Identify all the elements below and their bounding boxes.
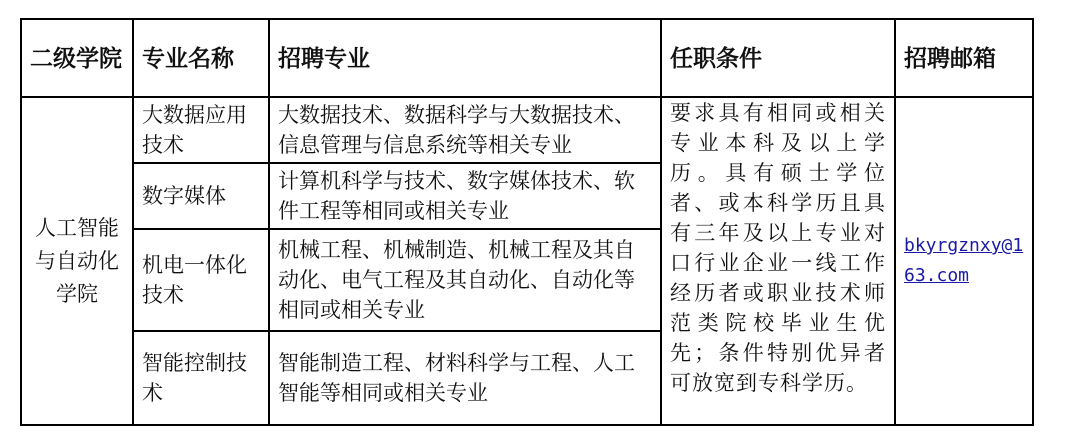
conditions-cell: 要求具有相同或相关专业本科及以上学历。具有硕士学位者、或本科学历且具有三年及以上专业对口行业企业一线工作经历者或职业技术师范类院校毕业生优先；条件特别优异者可放宽到专科学历。 bbox=[661, 97, 895, 425]
college-cell: 人工智能与自动化学院 bbox=[21, 97, 133, 425]
major-name-cell: 数字媒体 bbox=[133, 163, 269, 229]
major-name-cell: 智能控制技术 bbox=[133, 331, 269, 425]
header-row bbox=[21, 19, 1033, 97]
major-name-cell: 机电一体化技术 bbox=[133, 229, 269, 331]
recruit-major-cell: 大数据技术、数据科学与大数据技术、信息管理与信息系统等相关专业 bbox=[269, 97, 661, 163]
header-college: 二级学院 bbox=[21, 19, 133, 97]
header-email: 招聘邮箱 bbox=[895, 19, 1033, 97]
table-row bbox=[21, 97, 1033, 163]
recruit-major-cell: 计算机科学与技术、数字媒体技术、软件工程等相同或相关专业 bbox=[269, 163, 661, 229]
recruitment-table bbox=[20, 18, 1034, 426]
email-cell bbox=[895, 97, 1033, 425]
header-conditions: 任职条件 bbox=[661, 19, 895, 97]
major-name-cell: 大数据应用技术 bbox=[133, 97, 269, 163]
recruit-major-cell: 机械工程、机械制造、机械工程及其自动化、电气工程及其自动化、自动化等相同或相关专业 bbox=[269, 229, 661, 331]
recruit-major-cell: 智能制造工程、材料科学与工程、人工智能等相同或相关专业 bbox=[269, 331, 661, 425]
header-major-name: 专业名称 bbox=[133, 19, 269, 97]
header-recruit-major: 招聘专业 bbox=[269, 19, 661, 97]
email-link[interactable]: bkyrgznxy@163.com bbox=[904, 235, 1024, 286]
recruitment-table-container bbox=[20, 18, 1034, 426]
